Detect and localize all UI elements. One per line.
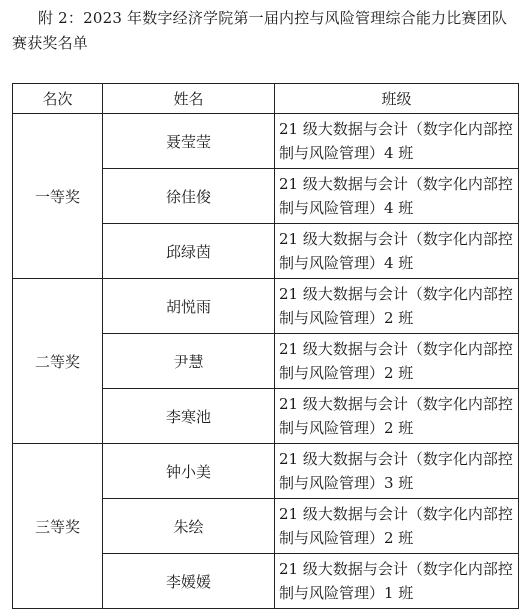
table-row [13,114,519,169]
member-class: 21 级大数据与会计（数字化内部控制与风险管理）2 班 [275,334,519,389]
header-rank: 名次 [13,84,103,114]
table-header-row [13,84,519,114]
rank-third-prize: 三等奖 [13,444,103,609]
award-table [12,83,519,609]
member-name: 尹慧 [103,334,275,389]
member-class: 21 级大数据与会计（数字化内部控制与风险管理）1 班 [275,554,519,609]
member-name: 胡悦雨 [103,279,275,334]
member-class: 21 级大数据与会计（数字化内部控制与风险管理）2 班 [275,499,519,554]
member-name: 朱绘 [103,499,275,554]
rank-second-prize: 二等奖 [13,279,103,444]
header-class: 班级 [275,84,519,114]
member-class: 21 级大数据与会计（数字化内部控制与风险管理）4 班 [275,114,519,169]
member-class: 21 级大数据与会计（数字化内部控制与风险管理）2 班 [275,389,519,444]
document-title: 附 2：2023 年数字经济学院第一届内控与风险管理综合能力比赛团队赛获奖名单 [12,9,508,52]
member-name: 徐佳俊 [103,169,275,224]
member-class: 21 级大数据与会计（数字化内部控制与风险管理）4 班 [275,169,519,224]
header-name: 姓名 [103,84,275,114]
member-name: 李媛媛 [103,554,275,609]
rank-first-prize: 一等奖 [13,114,103,279]
member-name: 钟小美 [103,444,275,499]
member-class: 21 级大数据与会计（数字化内部控制与风险管理）4 班 [275,224,519,279]
table-row [13,444,519,499]
member-name: 聂莹莹 [103,114,275,169]
member-class: 21 级大数据与会计（数字化内部控制与风险管理）2 班 [275,279,519,334]
member-name: 邱绿茵 [103,224,275,279]
member-name: 李寒池 [103,389,275,444]
table-row [13,279,519,334]
member-class: 21 级大数据与会计（数字化内部控制与风险管理）3 班 [275,444,519,499]
